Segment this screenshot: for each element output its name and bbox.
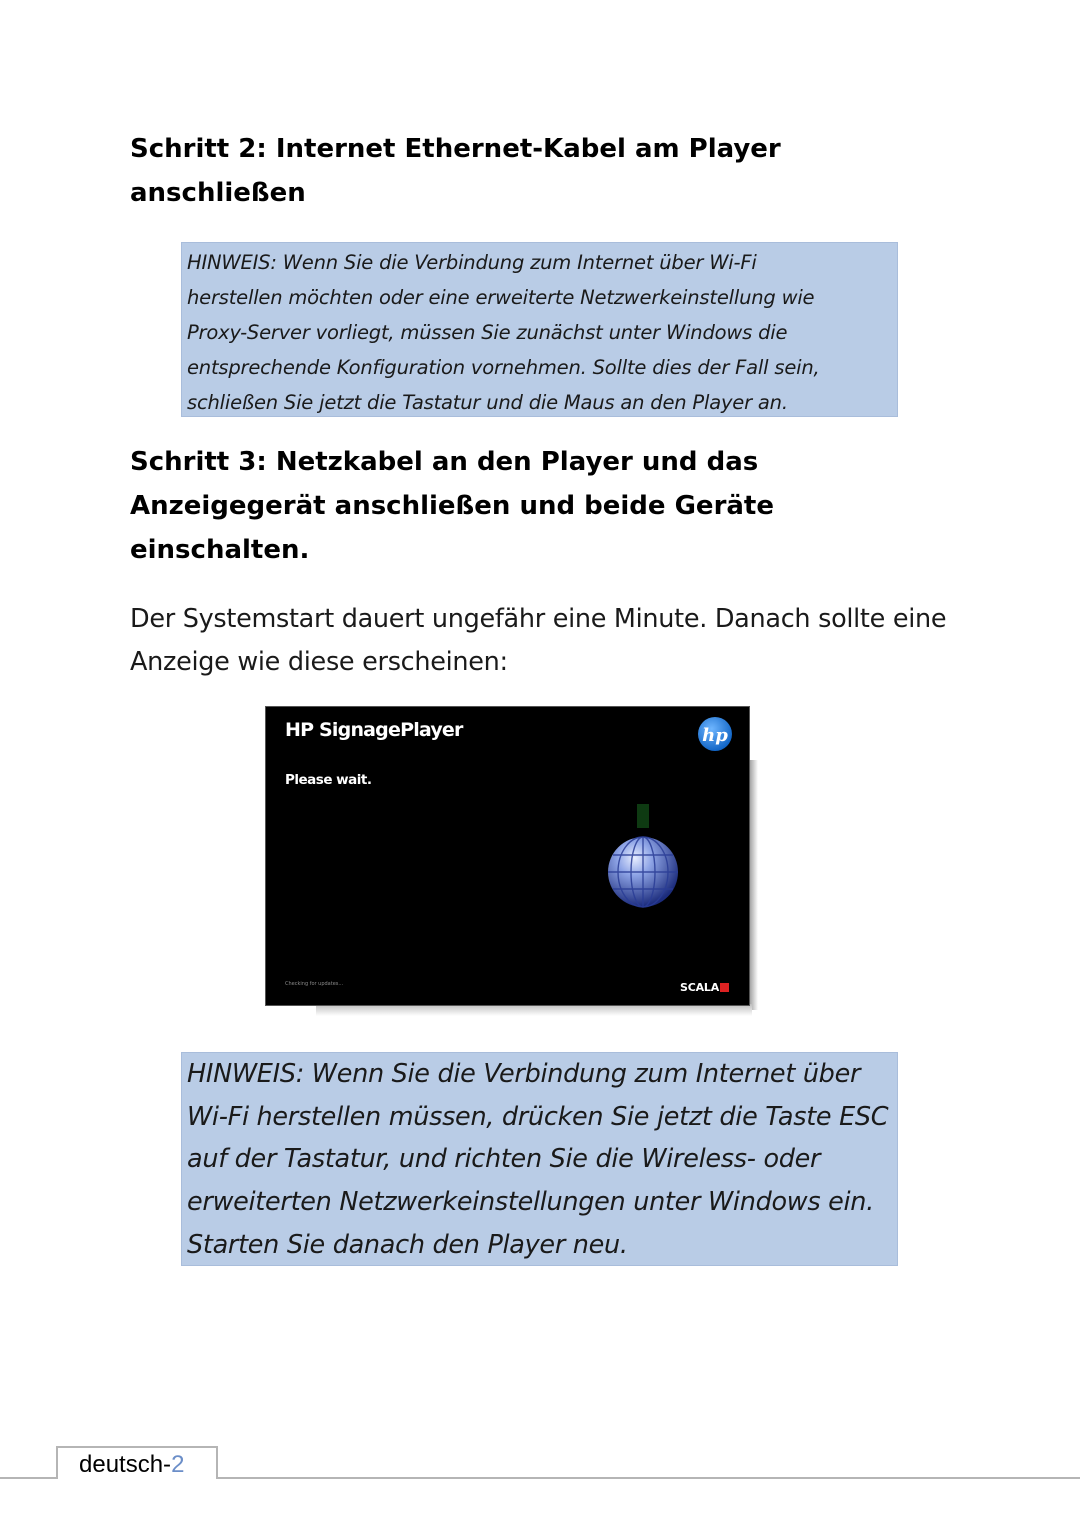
note-line: schließen Sie jetzt die Tastatur und die Maus an den Player an. — [187, 391, 788, 414]
note-box-esc-key — [181, 1052, 898, 1266]
note-line: auf der Tastatur, und richten Sie die Wireless- oder — [187, 1144, 821, 1175]
screenshot-shadow-right — [749, 760, 758, 1010]
step2-heading-line: Schritt 2: Internet Ethernet-Kabel am Player — [130, 134, 781, 164]
globe-icon — [601, 802, 681, 917]
hp-logo-icon — [697, 716, 733, 752]
note-line: erweiterten Netzwerkeinstellungen unter Windows ein. — [187, 1187, 874, 1218]
step3-heading-line: Anzeigegerät anschließen und beide Geräte — [130, 491, 774, 521]
startup-paragraph — [130, 598, 950, 684]
note-line: entsprechende Konfiguration vornehmen. Sollte dies der Fall sein, — [187, 356, 820, 379]
note-box-wifi-config — [181, 242, 898, 417]
step2-heading-line: anschließen — [130, 178, 306, 208]
scala-logo — [680, 981, 729, 994]
note-line: HINWEIS: Wenn Sie die Verbindung zum Internet über — [187, 1059, 861, 1089]
step3-heading-line: Schritt 3: Netzkabel an den Player und das — [130, 447, 759, 477]
scala-mark-icon — [720, 983, 729, 992]
screenshot-title: HP SignagePlayer — [285, 719, 463, 741]
note-line: Starten Sie danach den Player neu. — [187, 1229, 628, 1260]
svg-text:hp: hp — [702, 725, 728, 746]
scala-logo-text: SCALA — [680, 981, 720, 994]
signageplayer-screenshot — [265, 706, 750, 1006]
note-line: herstellen möchten oder eine erweiterte Netzwerkeinstellung wie — [187, 286, 815, 309]
note-line: Wi-Fi herstellen müssen, drücken Sie jetzt die Taste ESC — [187, 1101, 889, 1132]
screenshot-wait-message: Please wait. — [285, 772, 372, 788]
paragraph-line: Anzeige wie diese erscheinen: — [130, 647, 508, 677]
paragraph-line: Der Systemstart dauert ungefähr eine Minute. Danach sollte eine — [130, 604, 947, 634]
note-line: HINWEIS: Wenn Sie die Verbindung zum Internet über Wi-Fi — [187, 251, 757, 274]
footer-language: deutsch- — [79, 1451, 172, 1478]
screenshot-status-text: Checking for updates... — [285, 981, 344, 987]
step3-heading-line: einschalten. — [130, 535, 310, 565]
step3-heading — [130, 440, 950, 572]
note-line: Proxy-Server vorliegt, müssen Sie zunächst unter Windows die — [187, 321, 788, 344]
step2-heading — [130, 127, 950, 215]
page-footer-label — [79, 1451, 184, 1479]
page-number: 2 — [171, 1451, 185, 1478]
